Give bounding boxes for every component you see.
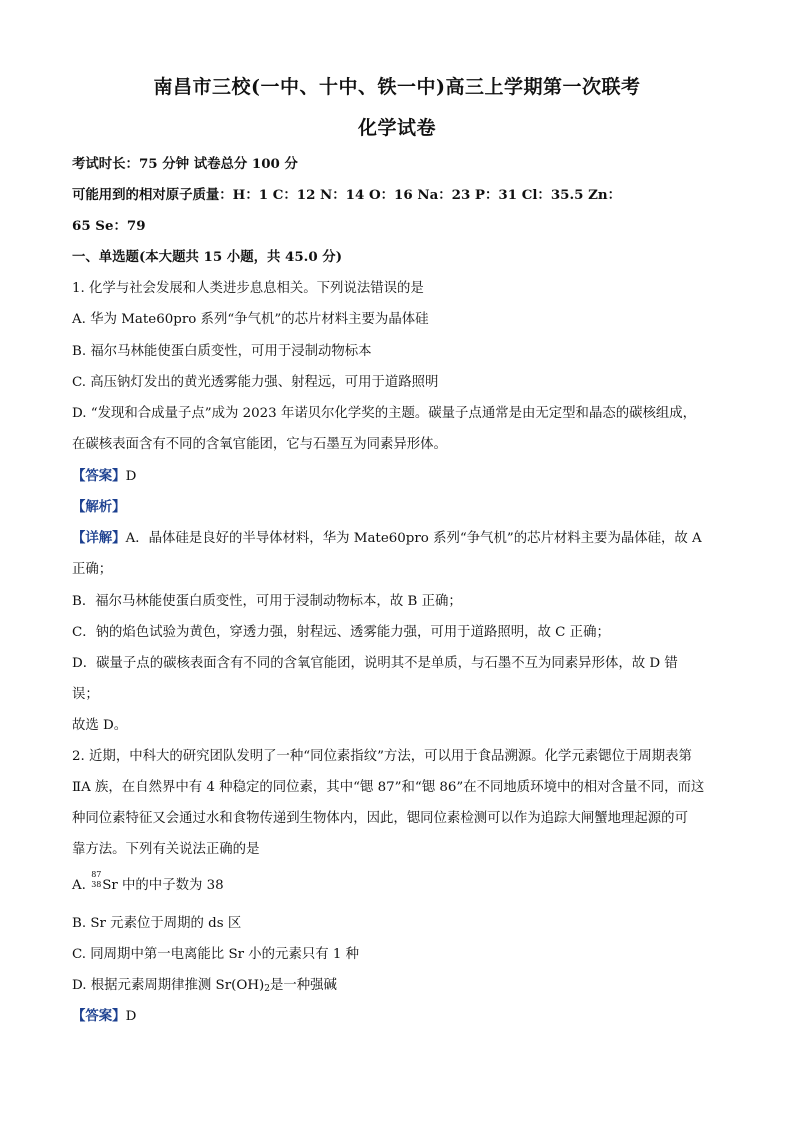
q1-detail-c: C．钠的焰色试验为黄色，穿透力强，射程远、透雾能力强，可用于道路照明，故 C 正确；	[72, 625, 610, 640]
option-a-prefix: A.	[72, 878, 91, 893]
q2-option-a	[72, 870, 224, 893]
analysis-label: 【解析】	[72, 499, 126, 515]
section-heading: 一、单选题(本大题共 15 小题，共 45.0 分)	[72, 249, 343, 265]
q1-detail-d-line-1: D．碳量子点的碳核表面含有不同的含氧官能团，说明其不是单质，与石墨不互为同素异形体，故 D 错	[72, 656, 678, 671]
q1-detail-b: B．福尔马林能使蛋白质变性，可用于浸制动物标本，故 B 正确；	[72, 594, 462, 609]
q1-stem: 1. 化学与社会发展和人类进步息息相关。下列说法错误的是	[72, 281, 424, 296]
exam-title: 南昌市三校(一中、十中、铁一中)高三上学期第一次联考	[153, 76, 641, 98]
atomic-mass-line-2: 65 Se：79	[72, 218, 146, 234]
q1-option-b: B. 福尔马林能使蛋白质变性，可用于浸制动物标本	[72, 344, 372, 359]
detail-a-text: A．晶体硅是良好的半导体材料，华为 Mate60pro 系列“争气机”的芯片材料主要为晶体硅，故 A	[125, 531, 702, 546]
answer-label: 【答案】	[72, 1008, 126, 1024]
answer-label: 【答案】	[72, 468, 126, 484]
q1-analysis	[72, 496, 126, 515]
atomic-mass-line-1: 可能用到的相对原子质量：H：1 C：12 N：14 O：16 Na：23 P：31 Cl：35.5 Zn：	[72, 187, 622, 203]
q2-stem-line-4: 靠方法。下列有关说法正确的是	[72, 842, 260, 857]
answer-value: D	[125, 1009, 137, 1024]
exam-duration: 考试时长：75 分钟 试卷总分 100 分	[72, 156, 298, 172]
q2-option-c: C. 同周期中第一电离能比 Sr 小的元素只有 1 种	[72, 947, 360, 962]
q2-stem-line-1: 2. 近期，中科大的研究团队发明了一种“同位素指纹”方法，可以用于食品溯源。化学元素锶位于周期表第	[72, 749, 692, 764]
mass-number: 87	[91, 870, 102, 879]
q1-detail-a-line-1	[72, 527, 702, 546]
atomic-number: 38	[91, 880, 102, 889]
exam-subtitle: 化学试卷	[357, 117, 436, 139]
subscript: 2	[264, 984, 270, 994]
q1-option-c: C. 高压钠灯发出的黄光透雾能力强、射程远，可用于道路照明	[72, 375, 439, 390]
answer-value: D	[125, 469, 137, 484]
q1-option-d-line-1: D. “发现和合成量子点”成为 2023 年诺贝尔化学奖的主题。碳量子点通常是由无定型和晶态的碳核组成，	[72, 406, 697, 421]
q2-option-d	[72, 974, 337, 994]
q2-stem-line-3: 种同位素特征又会通过水和食物传递到生物体内，因此，锶同位素检测可以作为追踪大闸蟹地理起源的可	[72, 811, 688, 826]
q1-detail-a-line-2: 正确；	[72, 562, 113, 577]
q1-detail-d-line-2: 误；	[72, 687, 99, 702]
option-a-text: Sr 中的中子数为 38	[102, 878, 224, 893]
q2-option-b: B. Sr 元素位于周期的 ds 区	[72, 916, 242, 931]
option-d-suffix: 是一种强碱	[269, 978, 337, 993]
q1-answer	[72, 465, 136, 484]
nuclide-notation	[90, 870, 102, 889]
q1-option-d-line-2: 在碳核表面含有不同的含氧官能团，它与石墨互为同素异形体。	[72, 437, 447, 452]
q1-conclusion: 故选 D。	[72, 718, 128, 733]
q1-option-a: A. 华为 Mate60pro 系列“争气机”的芯片材料主要为晶体硅	[72, 312, 429, 327]
option-d-prefix: D. 根据元素周期律推测 Sr(OH)	[72, 978, 265, 993]
detail-label: 【详解】	[72, 530, 126, 546]
q2-answer	[72, 1005, 136, 1024]
q2-stem-line-2: ⅡA 族，在自然界中有 4 种稳定的同位素，其中“锶 87”和“锶 86”在不同地质环境中的相对含量不同，而这	[72, 780, 705, 795]
